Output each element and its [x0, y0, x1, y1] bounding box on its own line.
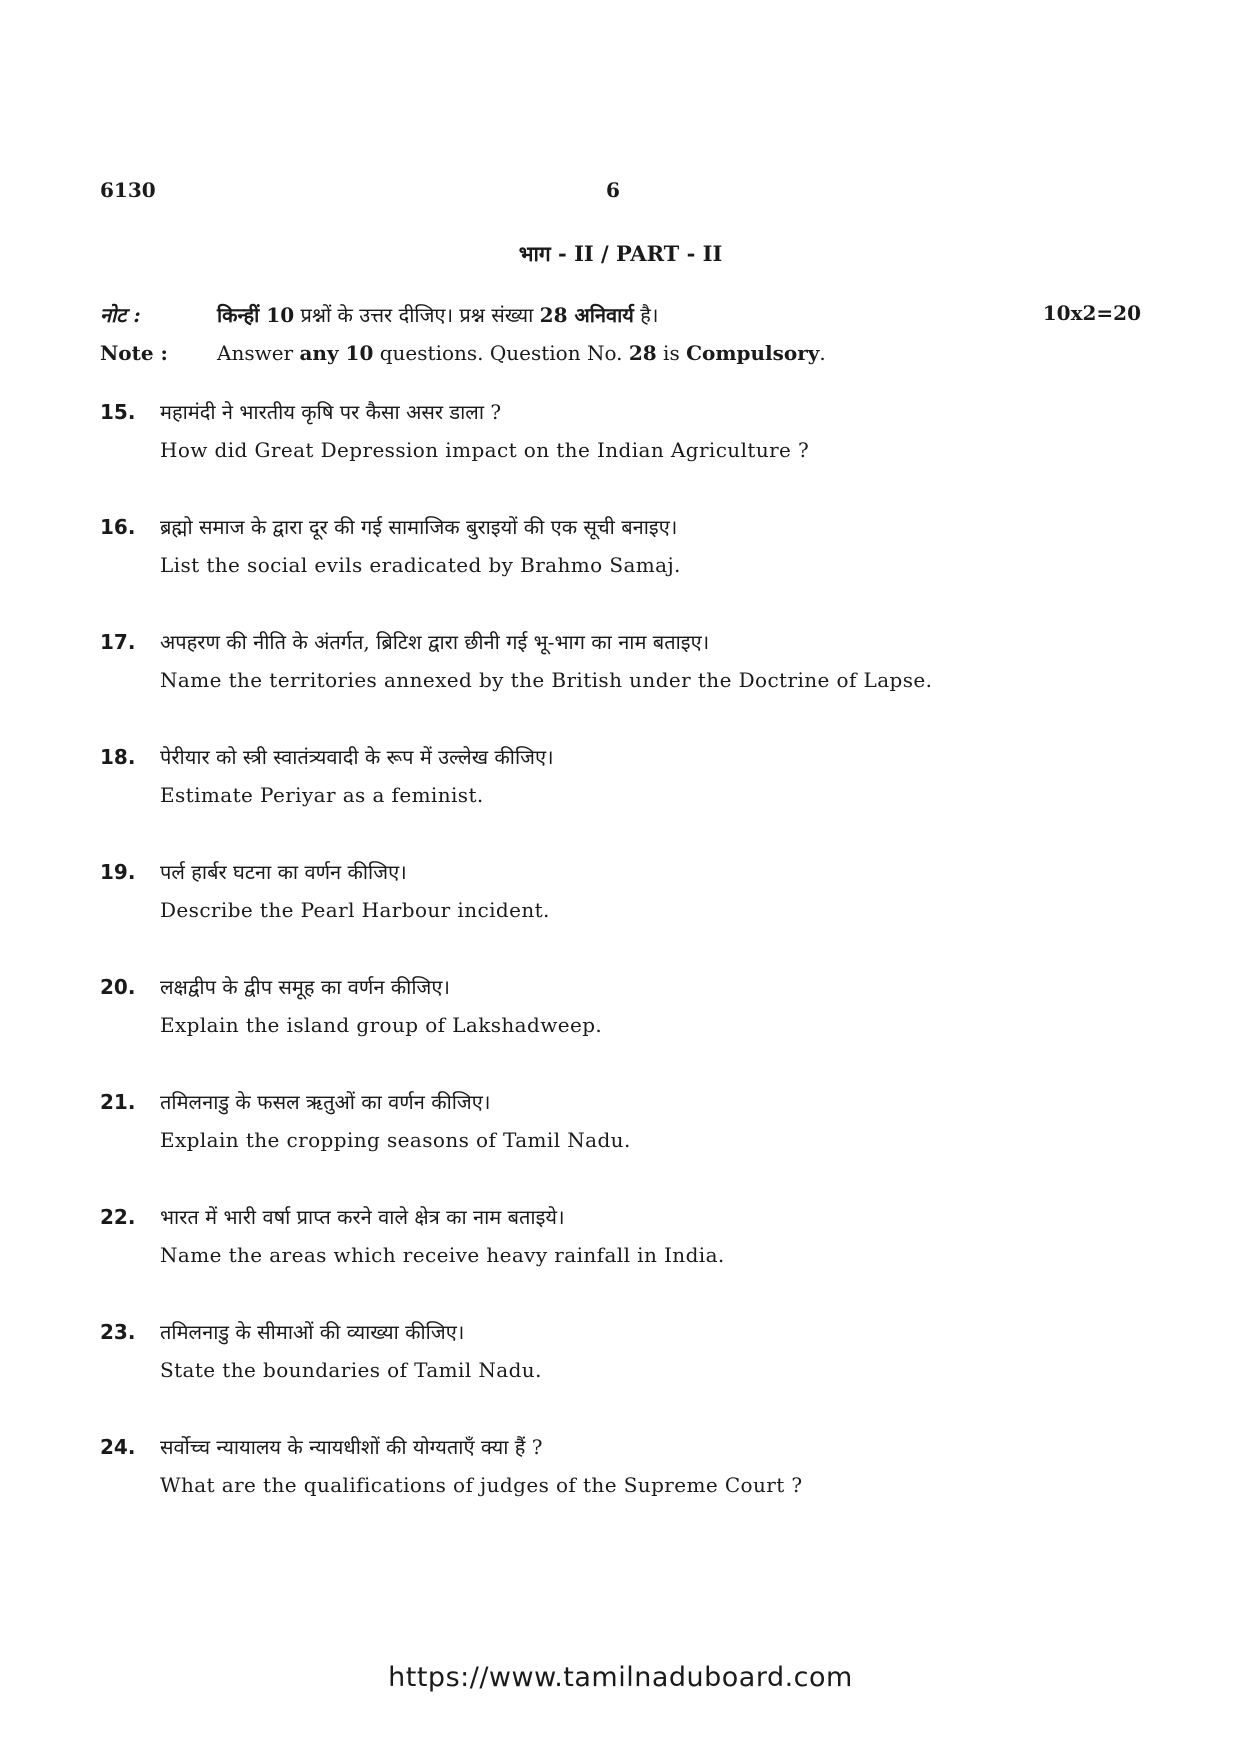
question-17	[100, 630, 1141, 720]
question-english: List the social evils eradicated by Brahmo Samaj.	[160, 553, 681, 577]
note-english-prefix: Answer	[217, 341, 300, 365]
footer-url-link[interactable]: https://www.tamilnaduboard.com	[388, 1662, 853, 1693]
question-english: Explain the cropping seasons of Tamil Nadu.	[160, 1128, 631, 1152]
question-23	[100, 1320, 1141, 1410]
question-19	[100, 860, 1141, 950]
question-hindi: पर्ल हार्बर घटना का वर्णन कीजिए।	[160, 860, 407, 884]
question-number: 15.	[100, 400, 136, 424]
question-21	[100, 1090, 1141, 1180]
question-number: 22.	[100, 1205, 136, 1229]
question-english: Estimate Periyar as a feminist.	[160, 783, 484, 807]
question-number: 17.	[100, 630, 136, 654]
question-english: How did Great Depression impact on the Indian Agriculture ?	[160, 438, 810, 462]
note-english-middle: questions. Question No.	[373, 341, 629, 365]
question-24	[100, 1435, 1141, 1525]
note-hindi-label: नोट :	[100, 303, 141, 327]
question-hindi: महामंदी ने भारतीय कृषि पर कैसा असर डाला ?	[160, 400, 502, 424]
question-number: 21.	[100, 1090, 136, 1114]
part-heading: भाग - II / PART - II	[518, 241, 723, 266]
question-number: 24.	[100, 1435, 136, 1459]
question-english: Name the areas which receive heavy rainfall in India.	[160, 1243, 725, 1267]
question-hindi: लक्षद्वीप के द्वीप समूह का वर्णन कीजिए।	[160, 975, 451, 999]
note-hindi-middle: प्रश्नों के उत्तर दीजिए। प्रश्न संख्या	[294, 303, 540, 327]
question-english: Describe the Pearl Harbour incident.	[160, 898, 550, 922]
question-22	[100, 1205, 1141, 1295]
question-hindi: अपहरण की नीति के अंतर्गत, ब्रिटिश द्वारा छीनी गई भू-भाग का नाम बताइए।	[160, 630, 710, 654]
question-english: State the boundaries of Tamil Nadu.	[160, 1358, 542, 1382]
note-hindi-count: 10	[266, 303, 295, 327]
marks-allocation: 10x2=20	[1042, 301, 1141, 325]
question-number: 18.	[100, 745, 136, 769]
question-english: Explain the island group of Lakshadweep.	[160, 1013, 603, 1037]
note-english-count: any 10	[299, 341, 374, 365]
question-number: 16.	[100, 515, 136, 539]
question-number: 23.	[100, 1320, 136, 1344]
note-hindi-text	[217, 301, 658, 328]
question-hindi: भारत में भारी वर्षा प्राप्त करने वाले क्षेत्र का नाम बताइये।	[160, 1205, 565, 1229]
paper-code: 6130	[100, 178, 156, 202]
note-english-text	[217, 341, 826, 365]
question-hindi: तमिलनाडु के फसल ऋतुओं का वर्णन कीजिए।	[160, 1090, 491, 1114]
note-english-question-number: 28	[628, 341, 657, 365]
question-hindi: पेरीयार को स्त्री स्वातंत्र्यवादी के रूप में उल्लेख कीजिए।	[160, 745, 554, 769]
note-hindi-prefix: किन्हीं	[217, 303, 267, 327]
question-number: 20.	[100, 975, 136, 999]
question-hindi: तमिलनाडु के सीमाओं की व्याख्या कीजिए।	[160, 1320, 465, 1344]
note-english-label: Note :	[100, 341, 168, 365]
question-number: 19.	[100, 860, 136, 884]
note-english-compulsory: Compulsory	[686, 341, 820, 365]
question-english: What are the qualifications of judges of the Supreme Court ?	[160, 1473, 803, 1497]
question-english: Name the territories annexed by the British under the Doctrine of Lapse.	[160, 668, 933, 692]
note-english-is: is	[656, 341, 687, 365]
page-number: 6	[606, 178, 620, 202]
question-hindi: सर्वोच्च न्यायालय के न्यायधीशों की योग्यताएँ क्या हैं ?	[160, 1435, 543, 1459]
question-hindi: ब्रह्मो समाज के द्वारा दूर की गई सामाजिक बुराइयों की एक सूची बनाइए।	[160, 515, 678, 539]
question-20	[100, 975, 1141, 1065]
question-16	[100, 515, 1141, 605]
note-hindi-suffix: है।	[633, 303, 659, 327]
note-english-period: .	[819, 341, 826, 365]
note-hindi-compulsory: 28 अनिवार्य	[539, 303, 634, 327]
question-15	[100, 400, 1141, 490]
question-18	[100, 745, 1141, 835]
